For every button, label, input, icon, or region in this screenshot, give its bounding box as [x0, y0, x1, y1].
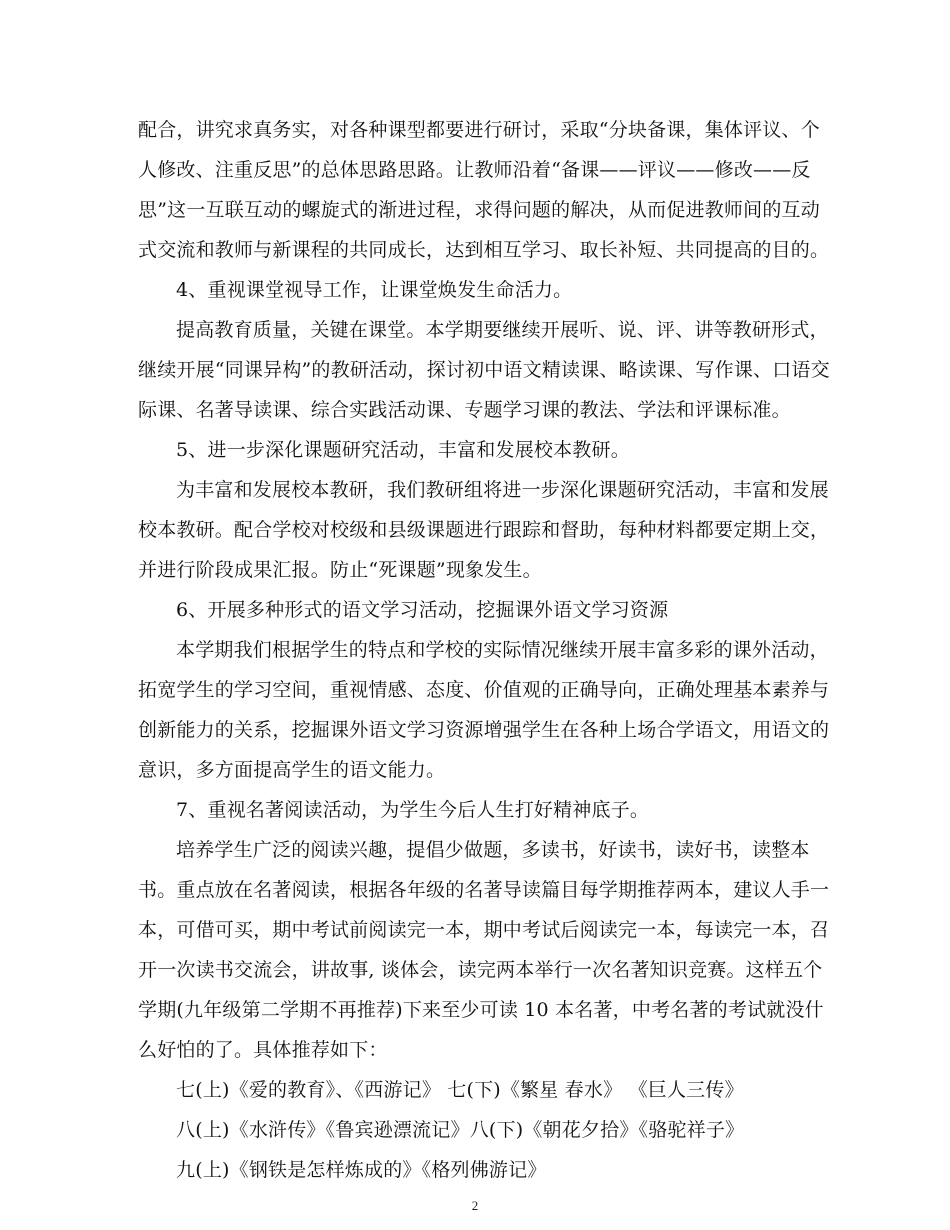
paragraph-line: 本学期我们根据学生的特点和学校的实际情况继续开展丰富多彩的课外活动，	[176, 639, 829, 661]
paragraph-line: 开一次读书交流会，讲故事, 谈体会，读完两本举行一次名著知识竞赛。这样五个	[138, 959, 823, 981]
paragraph-line: 为丰富和发展校本教研，我们教研组将进一步深化课题研究活动，丰富和发展	[176, 479, 829, 501]
book-list-line: 八(上)《水浒传》《鲁宾逊漂流记》八(下)《朝花夕拾》《骆驼祥子》	[176, 1119, 745, 1141]
paragraph-line: 学期(九年级第二学期不再推荐)下来至少可读 10 本名著，中考名著的考试就没什	[138, 999, 824, 1021]
paragraph-line: 并进行阶段成果汇报。防止“死课题”现象发生。	[138, 559, 542, 581]
page-number: 2	[471, 1198, 479, 1213]
book-list-line: 九(上)《钢铁是怎样炼成的》《格列佛游记》	[176, 1159, 547, 1181]
paragraph-line: 校本教研。配合学校对校级和县级课题进行跟踪和督助，每种材料都要定期上交，	[138, 519, 830, 541]
paragraph-line: 么好怕的了。具体推荐如下：	[138, 1039, 388, 1061]
paragraph-line: 本，可借可买，期中考试前阅读完一本，期中考试后阅读完一本，每读完一本，召	[138, 919, 830, 941]
paragraph-line: 继续开展“同课异构”的教研活动，探讨初中语文精读课、略读课、写作课、口语交	[138, 359, 830, 381]
section-heading: 4、重视课堂视导工作，让课堂焕发生命活力。	[176, 279, 573, 301]
book-list-line: 七(上)《爱的教育》、《西游记》 七(下)《繁星 春水》 《巨人三传》	[176, 1079, 744, 1101]
paragraph-line: 提高教育质量，关键在课堂。本学期要继续开展听、说、评、讲等教研形式，	[176, 319, 829, 341]
paragraph-line: 思”这一互联互动的螺旋式的渐进过程，求得问题的解决，从而促进教师间的互动	[138, 199, 820, 221]
section-heading: 6、开展多种形式的语文学习活动，挖掘课外语文学习资源	[176, 599, 669, 621]
paragraph-line: 创新能力的关系，挖掘课外语文学习资源增强学生在各种上场合学语文，用语文的	[138, 719, 830, 741]
section-heading: 7、重视名著阅读活动，为学生今后人生打好精神底子。	[176, 799, 650, 821]
paragraph-line: 配合，讲究求真务实，对各种课型都要进行研讨，采取“分块备课，集体评议、个	[138, 119, 820, 141]
paragraph-line: 书。重点放在名著阅读，根据各年级的名著导读篇目每学期推荐两本，建议人手一	[138, 879, 830, 901]
paragraph-line: 式交流和教师与新课程的共同成长，达到相互学习、取长补短、共同提高的目的。	[138, 239, 830, 261]
paragraph-line: 意识，多方面提高学生的语文能力。	[138, 759, 446, 781]
paragraph-line: 培养学生广泛的阅读兴趣，提倡少做题，多读书，好读书，读好书，读整本	[176, 839, 810, 861]
paragraph-line: 际课、名著导读课、综合实践活动课、专题学习课的教法、学法和评课标准。	[138, 399, 791, 421]
section-heading: 5、进一步深化课题研究活动，丰富和发展校本教研。	[176, 439, 630, 461]
paragraph-line: 人修改、注重反思”的总体思路思路。让教师沿着“备课——评议——修改——反	[138, 159, 811, 181]
paragraph-line: 拓宽学生的学习空间，重视情感、态度、价值观的正确导向，正确处理基本素养与	[138, 679, 830, 701]
